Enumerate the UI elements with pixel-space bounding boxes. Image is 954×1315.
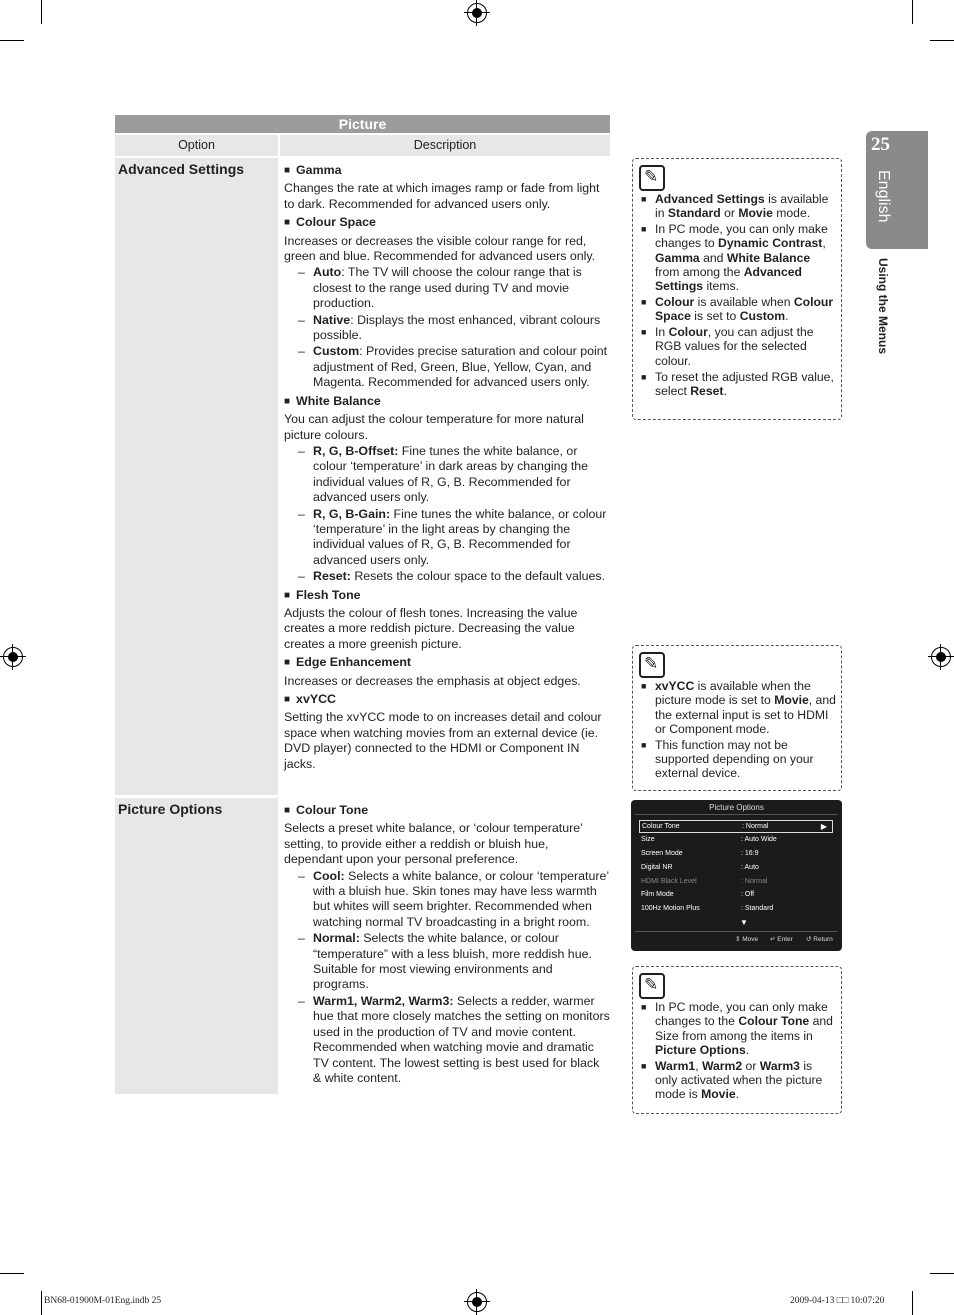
note-item: ■ xvYCC is available when the picture mode is set to Movie, and the external input is set to HDMI or Component mode. bbox=[641, 679, 837, 736]
item-heading: ■ Gamma bbox=[284, 163, 610, 179]
item-text: Increases or decreases the emphasis at object edges. bbox=[284, 673, 581, 688]
footer-file: BN68-01900M-01Eng.indb 25 bbox=[44, 1296, 162, 1306]
osd-row-colour-tone[interactable]: Colour Tone : Normal ▶ bbox=[639, 820, 833, 833]
osd-row-digital-nr[interactable]: Digital NR : Auto bbox=[641, 864, 759, 871]
scroll-down-icon[interactable]: ▼ bbox=[740, 918, 748, 927]
item-text: Increases or decreases the visible colour range for red, green and blue. Recommended for advanced users only. bbox=[284, 233, 596, 264]
note-item: ■ Advanced Settings is available in Standard or Movie mode. bbox=[641, 192, 837, 221]
osd-row-motion-plus[interactable]: 100Hz Motion Plus : Standard bbox=[641, 905, 774, 912]
description-advanced-settings bbox=[284, 160, 610, 772]
note-item: ■ To reset the adjusted RGB value, select Reset. bbox=[641, 370, 837, 399]
osd-row-hdmi-black-level: HDMI Black Level : Normal bbox=[641, 878, 768, 885]
nav-move: ⇕ Move bbox=[735, 936, 759, 943]
arrow-right-icon: ▶ bbox=[820, 822, 827, 831]
note-item: ■ In PC mode, you can only make changes to Dynamic Contrast, Gamma and White Balance from among the Advanced Settings items. bbox=[641, 222, 837, 293]
sub-item: – Native: Displays the most enhanced, vibrant colours possible. bbox=[284, 313, 610, 344]
section-label: Using the Menus bbox=[876, 258, 890, 355]
note-item: ■ Warm1, Warm2 or Warm3 is only activated when the picture mode is Movie. bbox=[641, 1059, 837, 1102]
note-icon bbox=[639, 165, 665, 191]
osd-title: Picture Options bbox=[709, 803, 764, 812]
column-header-option: Option bbox=[115, 135, 278, 156]
note-item: ■ In Colour, you can adjust the RGB values for the selected colour. bbox=[641, 325, 837, 368]
option-label: Picture Options bbox=[118, 801, 223, 817]
sub-item: – Custom: Provides precise saturation and colour point adjustment of Red, Green, Blue, Yellow, Cyan, and Magenta. Recommended for advanced users only. bbox=[284, 344, 610, 390]
item-heading: ■ White Balance bbox=[284, 394, 610, 410]
option-cell-picture-options bbox=[115, 798, 278, 1094]
footer-date: 2009-04-13 □□ 10:07:20 bbox=[790, 1296, 885, 1306]
enter-icon: ↵ bbox=[770, 936, 776, 943]
sub-item: – Auto: The TV will choose the colour range that is closest to the range used during TV and movie production. bbox=[284, 265, 610, 311]
nav-return: ↺ Return bbox=[806, 936, 833, 943]
osd-row-film-mode[interactable]: Film Mode : Off bbox=[641, 891, 755, 898]
note-item: ■ This function may not be supported depending on your external device. bbox=[641, 738, 837, 781]
option-label: Advanced Settings bbox=[118, 161, 245, 177]
registration-mark-icon bbox=[467, 1292, 487, 1312]
item-text: You can adjust the colour temperature for more natural picture colours. bbox=[284, 412, 584, 442]
option-cell-advanced-settings bbox=[115, 158, 278, 795]
item-heading: ■ xvYCC bbox=[284, 692, 610, 708]
item-heading: ■ Flesh Tone bbox=[284, 588, 610, 604]
table-title: Picture bbox=[115, 115, 610, 133]
nav-enter: ↵ Enter bbox=[770, 936, 793, 943]
note-box-xvycc bbox=[632, 645, 842, 791]
return-icon: ↺ bbox=[806, 936, 812, 943]
item-heading: ■ Colour Space bbox=[284, 215, 610, 231]
description-picture-options bbox=[284, 800, 610, 1086]
registration-mark-icon bbox=[467, 3, 487, 23]
sub-item: – Reset: Resets the colour space to the default values. bbox=[284, 569, 610, 584]
registration-mark-icon bbox=[3, 647, 23, 667]
item-text: Adjusts the colour of flesh tones. Increasing the value creates a more reddish picture. Decreasing the value creates a more greenish picture. bbox=[284, 605, 578, 651]
item-heading: ■ Colour Tone bbox=[284, 803, 610, 819]
item-text: Setting the xvYCC mode to on increases detail and colour space when watching movies from an external device (ie. DVD player) connected to the HDMI or Component IN jacks. bbox=[284, 710, 602, 771]
note-box-picture-options bbox=[632, 966, 842, 1114]
note-icon bbox=[639, 652, 665, 678]
osd-row-screen-mode[interactable]: Screen Mode : 16:9 bbox=[641, 850, 759, 857]
move-icon: ⇕ bbox=[735, 936, 741, 943]
sub-item: – R, G, B-Gain: Fine tunes the white balance, or colour ‘temperature’ in the light areas by changing the individual values of R, G, B. Recommended for advanced users only. bbox=[284, 507, 610, 569]
sub-item: – Cool: Selects a white balance, or colour ‘temperature’ with a bluish hue. Skin tones may have less warmth but whites will seem brighter. Recommended when watching normal TV broadcasting in a bright room. bbox=[284, 869, 610, 931]
note-icon bbox=[639, 973, 665, 999]
language-label: English bbox=[875, 170, 892, 223]
column-header-description: Description bbox=[280, 135, 610, 156]
note-item: ■ In PC mode, you can only make changes to the Colour Tone and Size from among the items in Picture Options. bbox=[641, 1000, 837, 1057]
sub-item: – Warm1, Warm2, Warm3: Selects a redder, warmer hue that more closely matches the setting on monitors used in the production of TV and movie content. Recommended when watching movie and dramatic TV content. The lowest setting is best used for black & white content. bbox=[284, 994, 610, 1086]
note-item: ■ Colour is available when Colour Space is set to Custom. bbox=[641, 295, 837, 324]
registration-mark-icon bbox=[931, 647, 951, 667]
item-text: Selects a preset white balance, or ‘colour temperature’ setting, to provide either a reddish or bluish hue, dependant upon your personal preference. bbox=[284, 821, 583, 867]
picture-options-osd bbox=[631, 800, 842, 951]
osd-row-size[interactable]: Size : Auto Wide bbox=[641, 836, 777, 843]
sub-item: – R, G, B-Offset: Fine tunes the white balance, or colour ‘temperature’ in dark areas by changing the individual values of R, G, B. Recommended for advanced users only. bbox=[284, 444, 610, 506]
item-heading: ■ Edge Enhancement bbox=[284, 655, 610, 671]
item-text: Changes the rate at which images ramp or fade from light to dark. Recommended for advanced users only. bbox=[284, 181, 600, 211]
sub-item: – Normal: Selects the white balance, or colour “temperature” with a less bluish, more reddish hue. Suitable for most viewing environments and programs. bbox=[284, 931, 610, 993]
note-box-advanced-settings bbox=[632, 158, 842, 420]
page-number: 25 bbox=[871, 134, 890, 155]
